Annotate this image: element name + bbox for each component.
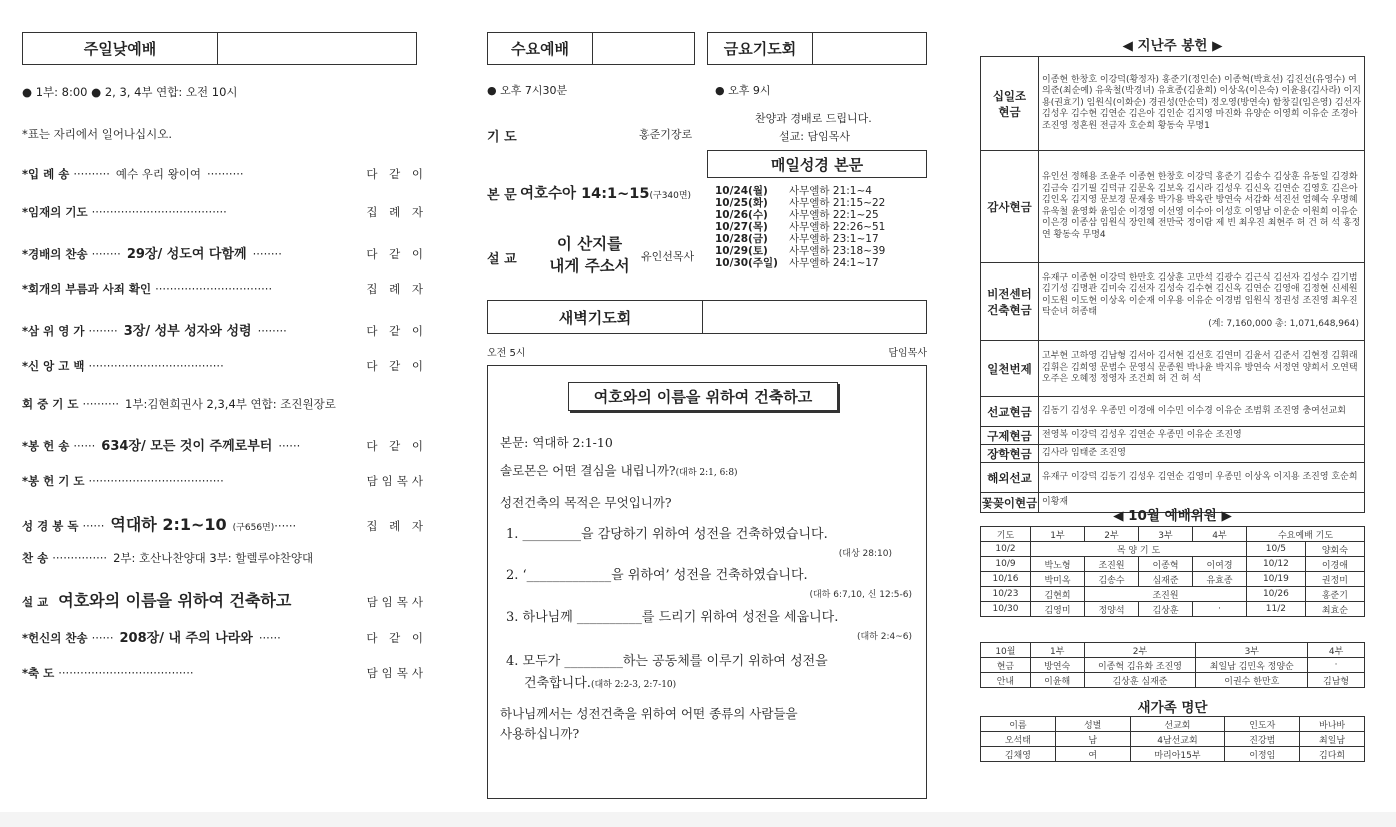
order-item-dots-right: ······ bbox=[258, 630, 281, 645]
october-date: 10/16 bbox=[981, 572, 1031, 587]
sunday-note: *표는 자리에서 일어나십시오. bbox=[22, 127, 173, 141]
newcomers-header-cell: 인도자 bbox=[1225, 717, 1300, 732]
order-item-label: *입 례 송 bbox=[22, 167, 70, 181]
sermon-notes-item-4-text2: 건축합니다. bbox=[524, 676, 591, 691]
dawn-header-blank bbox=[703, 301, 926, 333]
order-item bbox=[22, 243, 427, 262]
offering-row bbox=[981, 57, 1365, 151]
offering-names-text: 김사라 임태준 조진영 bbox=[1042, 447, 1126, 458]
order-item bbox=[22, 396, 427, 412]
order-item-dots-left: ········ bbox=[88, 323, 118, 338]
offering-category: 비전센터 건축현금 bbox=[981, 263, 1039, 341]
order-item-text: 역대하 2:1~10 bbox=[110, 514, 227, 534]
order-item-content bbox=[78, 512, 366, 535]
order-item-text bbox=[194, 666, 206, 680]
october-header-cell: 2부 bbox=[1085, 527, 1139, 542]
order-item-label: *경배의 찬송 bbox=[22, 246, 88, 261]
daily-bible-text: 사무엘하 24:1~17 bbox=[789, 256, 879, 269]
newcomers-row bbox=[981, 747, 1365, 762]
order-item bbox=[22, 281, 427, 297]
offering-category: 꽃꽂이현금 bbox=[981, 493, 1039, 513]
offering-names-text: 전영복 이강덕 김성우 김연순 우종민 이유순 조진영 bbox=[1042, 429, 1242, 440]
order-item-content bbox=[69, 166, 366, 182]
offering-total: (계: 7,160,000 총: 1,071,648,964) bbox=[1208, 318, 1359, 329]
october-header-cell: 4부 bbox=[1193, 527, 1247, 542]
offering-category: 선교현금 bbox=[981, 397, 1039, 427]
offering-names-text: 이종현 한창호 이강덕(황정자) 홍준기(정인순) 이종혁(박효선) 김진선(유영수) 여의준(최순예) 유욱철(박경녀) 유효종(김윤희) 이상옥(이은숙) 이윤용(김사라) 이지용(권효기) 임원식(이화순) 경권성(안순덕) 정오영(방연숙) 함창길(임은영) 김선자 김성우 김수현 김연순 김은아 김인순 김지영 마진화 유양순 이영희 이유순 조경아 조진영 정혼원 전금자 호순희 황동숙 무명1 bbox=[1042, 74, 1361, 131]
october-cell: 김상훈 bbox=[1139, 602, 1193, 617]
daily-bible-text: 사무엘하 21:15~22 bbox=[789, 196, 886, 209]
order-item-leader: 담임목사 bbox=[366, 474, 427, 489]
order-item-dots-left: ··············· bbox=[52, 551, 108, 565]
dawn-time: 오전 5시 bbox=[487, 348, 526, 359]
friday-line1: 찬양과 경배로 드립니다. bbox=[755, 112, 872, 125]
order-item-text: 29장/ 성도여 다함께 bbox=[126, 246, 247, 262]
daily-bible-text: 사무엘하 22:26~51 bbox=[789, 220, 886, 233]
serve-cell: 김남형 bbox=[1308, 673, 1365, 688]
offering-row bbox=[981, 151, 1365, 263]
offerings-title: ◀ 지난주 봉헌 ▶ bbox=[1122, 38, 1223, 54]
order-item-label: *축 도 bbox=[22, 666, 55, 681]
october-cell: 목 양 기 도 bbox=[1031, 542, 1247, 557]
offering-names-text: 유인선 정해용 조윤주 이종현 한창호 이강덕 홍준기 김송수 김상훈 유동일 김경화 김금숙 김기필 김덕규 김문옥 김보옥 김시라 김성우 김신옥 김연순 김영호 김은아 김인옥 김지영 문보경 문재웅 박가용 박옥란 방연숙 서감화 석진선 엄혜숙 우명혜 유욱철 윤영화 윤임순 이경영 이선영 이수아 이성호 이영남 이운순 이원희 이유순 이은경 이종삼 임원식 장인혜 전만국 정이람 제 빈 최우진 최현주 허 건 허 석 홍정연 황동숙 무명4 bbox=[1042, 172, 1361, 240]
serve-header-cell: 3부 bbox=[1196, 643, 1308, 658]
sermon-notes bbox=[487, 365, 927, 799]
order-item-label: 성 경 봉 독 bbox=[22, 518, 79, 533]
order-item bbox=[22, 204, 427, 220]
order-item-label: *봉 헌 송 bbox=[22, 438, 70, 453]
daily-bible-date: 10/28(금) bbox=[715, 232, 768, 245]
friday-header-blank bbox=[813, 33, 926, 64]
newcomers-cell: 마리아15부 bbox=[1130, 747, 1225, 762]
october-cell: 김영미 bbox=[1031, 602, 1085, 617]
sunday-header bbox=[22, 32, 417, 65]
order-item-leader: 집 례 자 bbox=[366, 205, 427, 220]
order-item-dots-right: ······ bbox=[278, 438, 301, 453]
october-header-cell: 1부 bbox=[1031, 527, 1085, 542]
order-item bbox=[22, 512, 427, 535]
offering-names bbox=[1039, 57, 1365, 151]
newcomers-cell: 김채영 bbox=[981, 747, 1056, 762]
order-item-leader: 담임목사 bbox=[366, 666, 427, 681]
serve-cell: 이종혁 김유화 조진영 bbox=[1084, 658, 1196, 673]
serve-row bbox=[981, 658, 1365, 673]
order-item-content bbox=[151, 282, 366, 296]
offering-row bbox=[981, 397, 1365, 427]
sunday-header-blank bbox=[218, 33, 416, 64]
newcomers-header-cell: 선교회 bbox=[1130, 717, 1225, 732]
order-item-dots-right: ········ bbox=[257, 323, 287, 338]
order-item-text bbox=[272, 282, 284, 296]
sermon-notes-item-2-ref: (대하 6:7,10, 신 12:5-6) bbox=[809, 590, 912, 600]
october-wed-name: 권정미 bbox=[1305, 572, 1364, 587]
daily-bible-date: 10/25(화) bbox=[715, 196, 768, 209]
newcomers-header-cell: 바나바 bbox=[1300, 717, 1365, 732]
sermon-notes-text: 본문: 역대하 2:1-10 bbox=[500, 435, 613, 450]
sermon-notes-item-1-ref: (대상 28:10) bbox=[838, 549, 892, 559]
order-item-dots-left: ········ bbox=[91, 246, 121, 261]
serve-header-cell: 4부 bbox=[1308, 643, 1365, 658]
offering-names-text: 고부현 고하영 김남형 김서아 김서현 김선호 김연미 김윤서 김준서 김현정 김휘래 김휘은 김희영 문범수 문영식 문종원 박나윤 박지유 방연숙 서정연 양희서 오연택 오주은 오혜정 정영자 조건희 허 건 허 석 bbox=[1042, 351, 1358, 385]
october-row bbox=[981, 587, 1365, 602]
daily-bible-date: 10/30(주일) bbox=[715, 256, 778, 269]
offering-names-text: 김동기 김성우 우종민 이경애 이수민 이수경 이유순 조범휘 조진영 충여선교회 bbox=[1042, 405, 1346, 416]
october-wed-name: 최효순 bbox=[1305, 602, 1364, 617]
order-item-text bbox=[227, 205, 239, 219]
serve-cell: 이권수 한만호 bbox=[1196, 673, 1308, 688]
serve-header-cell: 2부 bbox=[1084, 643, 1196, 658]
newcomers-header-row bbox=[981, 717, 1365, 732]
october-cell: 심재준 bbox=[1139, 572, 1193, 587]
wednesday-text bbox=[520, 182, 691, 203]
order-item-text: 1부:김현희권사 2,3,4부 연합: 조진원장로 bbox=[125, 397, 336, 412]
dawn-title: 새벽기도회 bbox=[488, 301, 703, 333]
newcomers-cell: 오석태 bbox=[981, 732, 1056, 747]
newcomers-title: 새가족 명단 bbox=[1137, 700, 1208, 716]
offering-names-text: 유재구 이강덕 김동기 김성우 김연순 김영미 우종민 이상옥 이지용 조진영 호순희 bbox=[1042, 471, 1358, 482]
sunday-title: 주일낮예배 bbox=[23, 33, 218, 64]
october-header-cell: 수요예배 기도 bbox=[1247, 527, 1365, 542]
order-item-text: 2부: 호산나찬양대 3부: 할렐루야찬양대 bbox=[113, 551, 314, 565]
offering-row bbox=[981, 445, 1365, 463]
page-footer-strip bbox=[0, 812, 1396, 827]
serve-header-cell: 1부 bbox=[1030, 643, 1084, 658]
sermon-notes-item-4-ref: (대하 2:2-3, 2:7-10) bbox=[590, 680, 677, 690]
october-wed-name: 이경애 bbox=[1305, 557, 1364, 572]
newcomers-cell: 진강범 bbox=[1225, 732, 1300, 747]
serve-cell: 이윤해 bbox=[1030, 673, 1084, 688]
wednesday-sermon-line1: 이 산지를 bbox=[556, 235, 623, 253]
newcomers-cell: 이정임 bbox=[1225, 747, 1300, 762]
daily-bible-header bbox=[707, 150, 927, 178]
sermon-notes-final-2: 사용하십니까? bbox=[500, 726, 580, 741]
wednesday-text-page: (구340면) bbox=[649, 191, 692, 201]
newcomers-header-cell: 성별 bbox=[1055, 717, 1130, 732]
october-row bbox=[981, 602, 1365, 617]
order-item-leader: 다 같 이 bbox=[366, 167, 427, 181]
sermon-notes-title: 여호와의 이름을 위하여 건축하고 bbox=[568, 382, 838, 411]
sermon-notes-item-3: 3. 하나님께 __________를 드리기 위하여 성전을 세웁니다. bbox=[506, 610, 839, 625]
order-item-dots-left: ····································· bbox=[88, 474, 224, 489]
right-column bbox=[980, 32, 1365, 827]
sermon-notes-item-3-ref: (대하 2:4~6) bbox=[856, 632, 912, 642]
order-item bbox=[22, 588, 427, 611]
newcomers-cell: 4남선교회 bbox=[1130, 732, 1225, 747]
order-item-content bbox=[48, 550, 427, 566]
order-item-label: 설 교 bbox=[22, 595, 49, 610]
order-item-dots-right: ········ bbox=[252, 246, 282, 261]
order-item-text: 3장/ 성부 성자와 성령 bbox=[123, 323, 252, 339]
order-item bbox=[22, 166, 427, 182]
order-item-page: (구656면) bbox=[232, 522, 275, 533]
order-item-text: 208장/ 내 주의 나라와 bbox=[119, 630, 253, 646]
wednesday-sermon-title bbox=[537, 232, 642, 276]
dawn-header bbox=[487, 300, 927, 334]
order-item-dots-right: ······ bbox=[274, 518, 297, 533]
offering-names bbox=[1039, 341, 1365, 397]
dawn-leader: 담임목사 bbox=[888, 348, 927, 359]
order-item-text bbox=[224, 359, 236, 373]
october-date: 10/2 bbox=[981, 542, 1031, 557]
wednesday-preacher: 유인선목사 bbox=[641, 250, 695, 263]
serve-cell: 현금 bbox=[981, 658, 1031, 673]
offering-names bbox=[1039, 397, 1365, 427]
order-item-leader: 다 같 이 bbox=[366, 630, 427, 645]
sermon-notes-q1-ref: (대하 2:1, 6:8) bbox=[675, 468, 738, 478]
offering-category: 장학현금 bbox=[981, 445, 1039, 463]
sermon-notes-q1 bbox=[500, 461, 738, 479]
daily-bible-item bbox=[715, 256, 885, 268]
offering-names bbox=[1039, 263, 1365, 341]
friday-line2: 설교: 담임목사 bbox=[779, 130, 850, 143]
newcomers-cell: 남 bbox=[1055, 732, 1130, 747]
offerings-table bbox=[980, 56, 1365, 513]
order-item-dots-left: ······ bbox=[91, 630, 114, 645]
order-item-leader: 집 례 자 bbox=[366, 282, 427, 297]
order-item-content bbox=[84, 474, 366, 488]
order-item-leader: 집 례 자 bbox=[366, 518, 427, 533]
october-wed-name: 홍준기 bbox=[1305, 587, 1364, 602]
offering-row bbox=[981, 341, 1365, 397]
order-item-text: 예수 우리 왕이여 bbox=[115, 167, 201, 181]
newcomers-row bbox=[981, 732, 1365, 747]
order-item bbox=[22, 473, 427, 489]
order-item bbox=[22, 550, 427, 566]
october-wed-name: 양회숙 bbox=[1305, 542, 1364, 557]
order-item-label: *임재의 기도 bbox=[22, 205, 88, 220]
offering-names bbox=[1039, 463, 1365, 493]
order-item-label: *신 앙 고 백 bbox=[22, 359, 85, 373]
daily-bible-list bbox=[715, 184, 885, 268]
october-cell: 박미옥 bbox=[1031, 572, 1085, 587]
october-worship-table bbox=[980, 526, 1365, 617]
order-item-label: *삼 위 영 가 bbox=[22, 323, 85, 338]
october-header-row bbox=[981, 527, 1365, 542]
serve-cell: 김상훈 심재준 bbox=[1084, 673, 1196, 688]
order-item-label: *봉 헌 기 도 bbox=[22, 474, 85, 489]
daily-bible-date: 10/26(수) bbox=[715, 208, 768, 221]
offering-names bbox=[1039, 445, 1365, 463]
october-cell: 이여경 bbox=[1193, 557, 1247, 572]
order-item-dots-left: ································ bbox=[155, 282, 273, 297]
order-item-label: *헌신의 찬송 bbox=[22, 630, 88, 645]
order-item-leader: 담임목사 bbox=[366, 595, 427, 610]
sermon-notes-item-2: 2. ‘_____________을 위하여’ 성전을 건축하였습니다. bbox=[506, 568, 808, 583]
serve-cell: · bbox=[1308, 658, 1365, 673]
wednesday-header bbox=[487, 32, 695, 65]
serve-cell: 안내 bbox=[981, 673, 1031, 688]
october-cell: · bbox=[1193, 602, 1247, 617]
order-item-leader: 다 같 이 bbox=[366, 323, 427, 338]
serve-cell: 방연숙 bbox=[1030, 658, 1084, 673]
october-header-cell: 기도 bbox=[981, 527, 1031, 542]
order-item-leader: 다 같 이 bbox=[366, 359, 427, 373]
sermon-notes-item-1: 1. _________을 감당하기 위하여 성전을 건축하였습니다. bbox=[506, 527, 828, 542]
order-item-content bbox=[48, 588, 366, 611]
offering-category: 구제현금 bbox=[981, 427, 1039, 445]
serve-header-cell: 10월 bbox=[981, 643, 1031, 658]
order-item-content bbox=[88, 627, 367, 646]
october-cell: 박노형 bbox=[1031, 557, 1085, 572]
friday-title: 금요기도회 bbox=[708, 33, 813, 64]
october-date: 10/30 bbox=[981, 602, 1031, 617]
offering-row bbox=[981, 263, 1365, 341]
october-cell: 유효종 bbox=[1193, 572, 1247, 587]
october-cell: 정양석 bbox=[1085, 602, 1139, 617]
offering-names bbox=[1039, 151, 1365, 263]
october-cell: 이종혁 bbox=[1139, 557, 1193, 572]
october-wed-date: 10/12 bbox=[1247, 557, 1306, 572]
order-item-leader: 다 같 이 bbox=[366, 438, 427, 453]
order-item-dots-left: ·········· bbox=[73, 167, 110, 181]
offering-names-text: 유재구 이종현 이강덕 한만호 김상훈 고만석 김광수 김근식 김선자 김성수 김기범 김기성 김명관 김미숙 김선자 김성숙 김수현 김신옥 김연순 김영애 김정현 신세원 이도원 이도현 이상옥 이순재 이우용 이유순 이경범 임원식 정권성 조진영 최우진 탁순녀 허종태 bbox=[1042, 272, 1358, 318]
order-item-label: 회 중 기 도 bbox=[22, 397, 79, 412]
sermon-notes-item-4-cont bbox=[524, 672, 676, 691]
newcomers-table bbox=[980, 716, 1365, 762]
daily-bible-text: 사무엘하 22:1~25 bbox=[789, 208, 879, 221]
serve-row bbox=[981, 673, 1365, 688]
daily-bible-date: 10/27(목) bbox=[715, 220, 768, 233]
order-item-content bbox=[84, 359, 366, 373]
october-cell: 조진원 bbox=[1085, 587, 1247, 602]
order-item-dots-left: ····································· bbox=[88, 359, 224, 373]
offering-category: 감사현금 bbox=[981, 151, 1039, 263]
order-item-text bbox=[224, 474, 236, 488]
october-cell: 김송수 bbox=[1085, 572, 1139, 587]
newcomers-cell: 최일남 bbox=[1300, 732, 1365, 747]
order-item-label: *회개의 부름과 사죄 확인 bbox=[22, 282, 152, 297]
order-item-dots-left: ······ bbox=[82, 518, 105, 533]
order-item-content bbox=[78, 396, 427, 412]
sermon-notes-item-4: 4. 모두가 _________하는 공동체를 이루기 위하여 성전을 bbox=[506, 654, 828, 669]
daily-bible-text: 사무엘하 23:18~39 bbox=[789, 244, 886, 257]
order-item bbox=[22, 627, 427, 646]
october-date: 10/23 bbox=[981, 587, 1031, 602]
october-row bbox=[981, 572, 1365, 587]
wednesday-prayer-person: 홍준기장로 bbox=[639, 128, 693, 141]
order-item-leader: 다 같 이 bbox=[366, 246, 427, 261]
october-date: 10/9 bbox=[981, 557, 1031, 572]
october-wed-date: 11/2 bbox=[1247, 602, 1306, 617]
offering-row bbox=[981, 427, 1365, 445]
order-item bbox=[22, 435, 427, 454]
newcomers-cell: 여 bbox=[1055, 747, 1130, 762]
order-item-content bbox=[88, 243, 367, 262]
october-cell: 김현희 bbox=[1031, 587, 1085, 602]
wednesday-header-blank bbox=[593, 33, 694, 64]
sermon-notes-q2: 성전건축의 목적은 무엇입니까? bbox=[500, 495, 672, 510]
october-wed-date: 10/26 bbox=[1247, 587, 1306, 602]
offering-names-text: 이황재 bbox=[1042, 496, 1069, 507]
wednesday-time: ● 오후 7시30분 bbox=[487, 84, 568, 97]
serve-cell: 최일남 김민옥 정양순 bbox=[1196, 658, 1308, 673]
order-item-dots-left: ······ bbox=[73, 438, 96, 453]
october-serve-table bbox=[980, 642, 1365, 688]
sermon-notes-final-1: 하나님께서는 성전건축을 위하여 어떤 종류의 사람들을 bbox=[500, 706, 798, 721]
order-item-label: 찬 송 bbox=[22, 551, 49, 565]
order-item-dots-left: ····································· bbox=[58, 666, 194, 681]
order-item bbox=[22, 320, 427, 339]
middle-column bbox=[487, 32, 927, 827]
october-row bbox=[981, 557, 1365, 572]
offering-names bbox=[1039, 427, 1365, 445]
offering-category: 해외선교 bbox=[981, 463, 1039, 493]
newcomers-header-cell: 이름 bbox=[981, 717, 1056, 732]
order-item-text: 634장/ 모든 것이 주께로부터 bbox=[101, 438, 273, 454]
offering-row bbox=[981, 463, 1365, 493]
order-item bbox=[22, 665, 427, 681]
order-item-content bbox=[54, 666, 366, 680]
wednesday-prayer-label: 기 도 bbox=[487, 130, 517, 145]
daily-bible-text: 사무엘하 23:1~17 bbox=[789, 232, 879, 245]
october-row bbox=[981, 542, 1365, 557]
offering-category: 일천번제 bbox=[981, 341, 1039, 397]
october-wed-date: 10/5 bbox=[1247, 542, 1306, 557]
october-cell: 조진원 bbox=[1085, 557, 1139, 572]
order-item-content bbox=[84, 320, 366, 339]
friday-header bbox=[707, 32, 927, 65]
order-item-dots-right: ·········· bbox=[207, 167, 244, 181]
order-item-content bbox=[88, 205, 367, 219]
wednesday-title: 수요예배 bbox=[488, 33, 593, 64]
wednesday-sermon-label: 설 교 bbox=[487, 252, 517, 267]
october-header-cell: 3부 bbox=[1139, 527, 1193, 542]
october-title: ◀ 10월 예배위원 ▶ bbox=[1113, 508, 1232, 524]
wednesday-sermon-line2: 내게 주소서 bbox=[549, 257, 630, 275]
order-item-content bbox=[69, 435, 366, 454]
order-item bbox=[22, 358, 427, 374]
wednesday-text-main: 여호수아 14:1~15 bbox=[520, 186, 650, 202]
wednesday-text-label: 본 문 bbox=[487, 188, 517, 203]
sunday-times: ● 1부: 8:00 ● 2, 3, 4부 연합: 오전 10시 bbox=[22, 85, 238, 99]
sunday-column bbox=[22, 32, 427, 827]
newcomers-cell: 김다희 bbox=[1300, 747, 1365, 762]
order-item-text: 여호와의 이름을 위하여 건축하고 bbox=[58, 591, 292, 611]
daily-bible-text: 사무엘하 21:1~4 bbox=[789, 184, 872, 197]
sermon-notes-q1-text: 솔로몬은 어떤 결심을 내립니까? bbox=[500, 463, 676, 478]
daily-bible-date: 10/29(토) bbox=[715, 244, 768, 257]
order-item-dots-left: ····································· bbox=[91, 205, 227, 220]
daily-bible-title: 매일성경 본문 bbox=[770, 155, 864, 174]
daily-bible-date: 10/24(월) bbox=[715, 184, 768, 197]
october-wed-date: 10/19 bbox=[1247, 572, 1306, 587]
friday-time: ● 오후 9시 bbox=[715, 84, 771, 97]
order-item-dots-left: ·········· bbox=[82, 397, 120, 412]
serve-header-row bbox=[981, 643, 1365, 658]
offering-category: 십일조 현금 bbox=[981, 57, 1039, 151]
